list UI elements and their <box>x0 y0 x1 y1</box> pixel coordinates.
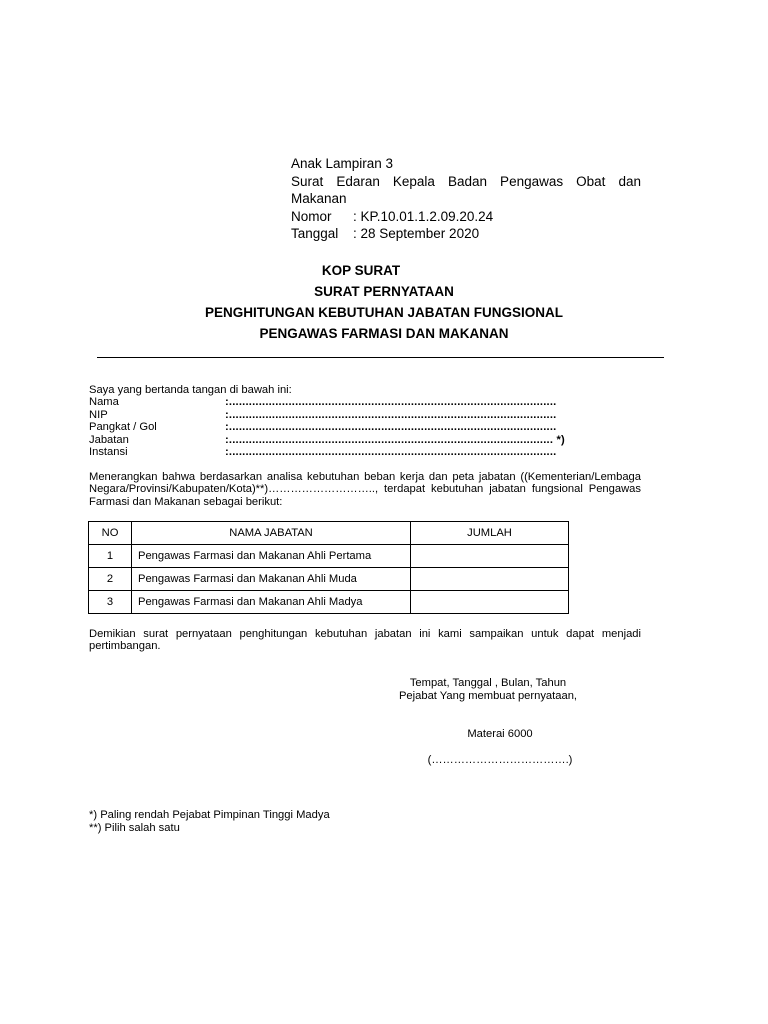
footnotes <box>89 809 330 834</box>
reference-line-1: Anak Lampiran 3 <box>291 156 394 171</box>
statement-text: Menerangkan bahwa berdasarkan analisa kebutuhan beban kerja dan peta jabatan ((Kementerian/Lembaga Negara/Provinsi/Kabupaten/Kota)**)……………………….., terdapat kebutuhan jabatan fungsional Pengawas Farmasi dan Makanan sebagai berikut: <box>89 471 641 508</box>
field-label: Nama <box>89 396 119 409</box>
footnote-1: *) Paling rendah Pejabat Pimpinan Tinggi Madya <box>89 809 330 821</box>
closing-paragraph <box>89 628 641 653</box>
reference-tanggal <box>291 225 641 243</box>
row-jumlah <box>411 591 569 614</box>
reference-line-2: Surat Edaran Kepala Badan Pengawas Obat dan <box>291 173 641 189</box>
field-nama <box>89 396 579 408</box>
signature-name-placeholder: (……………………………….) <box>427 754 573 766</box>
statement-paragraph <box>89 471 641 508</box>
field-label: Instansi <box>89 446 128 459</box>
closing-text: Demikian surat pernyataan penghitungan kebutuhan jabatan ini kami sampaikan untuk dapat menjadi pertimbangan. <box>89 628 641 653</box>
row-no: 1 <box>89 545 132 568</box>
position-table <box>88 521 569 614</box>
signature-official: Pejabat Yang membuat pernyataan, <box>398 690 578 702</box>
identity-fields <box>89 384 579 458</box>
title-kop-surat: KOP SURAT <box>321 263 401 278</box>
table-row <box>89 545 569 568</box>
table-row <box>89 591 569 614</box>
field-label: Pangkat / Gol <box>89 421 157 434</box>
nomor-label: Nomor <box>291 208 332 224</box>
title-line-4: PENGAWAS FARMASI DAN MAKANAN <box>259 326 509 341</box>
table-header-row <box>89 522 569 545</box>
row-name: Pengawas Farmasi dan Makanan Ahli Muda <box>132 568 411 591</box>
horizontal-divider <box>97 357 664 358</box>
row-no: 2 <box>89 568 132 591</box>
reference-block <box>291 155 641 243</box>
footnote-2: **) Pilih salah satu <box>89 821 180 834</box>
title-line-3: PENGHITUNGAN KEBUTUHAN JABATAN FUNGSIONAL <box>205 305 563 320</box>
tanggal-value: : 28 September 2020 <box>353 226 480 241</box>
row-name: Pengawas Farmasi dan Makanan Ahli Madya <box>132 591 411 614</box>
materai-label: Materai 6000 <box>467 728 533 740</box>
field-value: :................................................................................................... <box>225 421 557 434</box>
row-jumlah <box>411 568 569 591</box>
header-no: NO <box>89 522 132 545</box>
row-jumlah <box>411 545 569 568</box>
reference-line-3: Makanan <box>291 191 347 206</box>
header-jumlah: JUMLAH <box>411 522 569 545</box>
field-nip <box>89 409 579 421</box>
row-name: Pengawas Farmasi dan Makanan Ahli Pertama <box>132 545 411 568</box>
field-value: :................................................................................................... <box>225 408 557 421</box>
intro-text: Saya yang bertanda tangan di bawah ini: <box>89 384 292 396</box>
field-value: :.................................................................................................. *) <box>225 433 565 446</box>
row-no: 3 <box>89 591 132 614</box>
field-value: :................................................................................................... <box>225 396 557 409</box>
tanggal-label: Tanggal <box>291 226 339 241</box>
field-jabatan <box>89 434 579 446</box>
reference-nomor <box>291 208 641 226</box>
document-titles <box>0 260 768 344</box>
field-label: NIP <box>89 408 108 421</box>
field-pangkat <box>89 421 579 433</box>
title-surat-pernyataan: SURAT PERNYATAAN <box>314 284 454 299</box>
nomor-value: : KP.10.01.1.2.09.20.24 <box>353 208 494 224</box>
field-value: :................................................................................................... <box>225 446 557 459</box>
table-row <box>89 568 569 591</box>
signature-block <box>378 677 598 703</box>
field-instansi <box>89 446 579 458</box>
signature-place-date: Tempat, Tanggal , Bulan, Tahun <box>409 677 567 689</box>
field-label: Jabatan <box>89 433 129 446</box>
header-nama-jabatan: NAMA JABATAN <box>132 522 411 545</box>
